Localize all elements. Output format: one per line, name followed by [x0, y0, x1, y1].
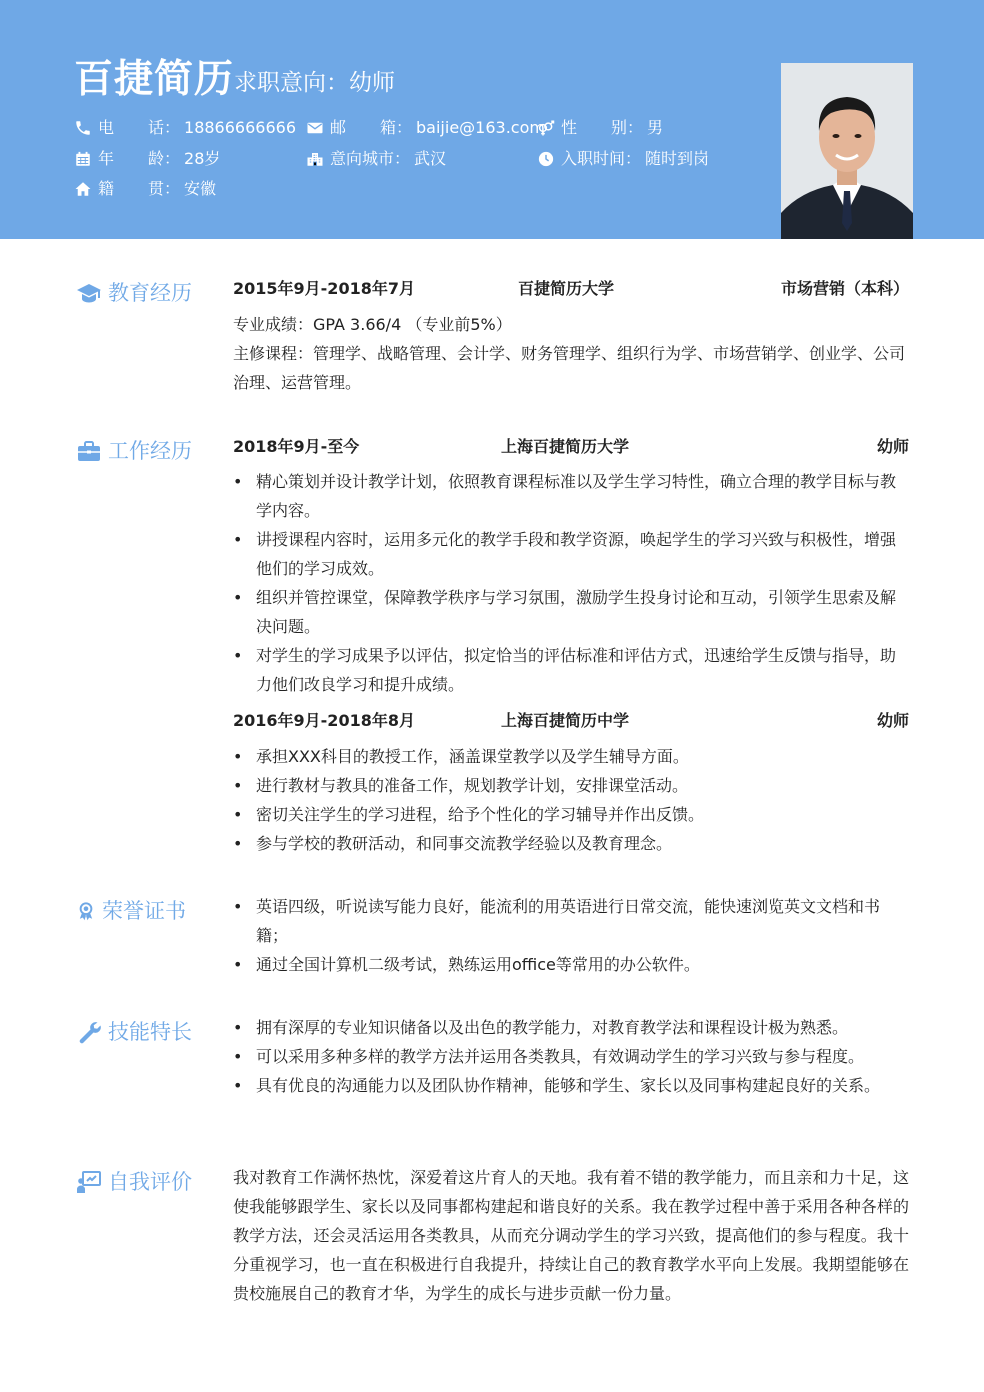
graduation-cap-icon [76, 280, 102, 306]
info-hometown-value: 安徽 [184, 179, 217, 198]
job-1-org: 上海百捷简历大学 [501, 437, 630, 456]
education-major: 市场营销（本科） [780, 279, 909, 298]
section-title-work-text: 工作经历 [108, 439, 192, 463]
info-gender-label: 性 别 [561, 118, 627, 137]
job-1-header-row [233, 432, 909, 462]
list-item: • 对学生的学习成果予以评估，拟定恰当的评估标准和评估方式，迅速给学生反馈与指导，助力他们改良学习和提升成绩。 [233, 641, 909, 699]
info-city-label: 意向城市 [330, 149, 395, 168]
section-title-self [76, 1168, 192, 1196]
job-2-bullets [233, 742, 909, 858]
info-age-value: 28岁 [184, 149, 221, 168]
list-item: • 参与学校的教研活动，和同事交流教学经验以及教育理念。 [233, 829, 909, 858]
candidate-name: 百捷简历 [74, 57, 235, 102]
job-2-role: 幼师 [876, 711, 909, 730]
wrench-icon [76, 1019, 102, 1045]
list-item: • 进行教材与教具的准备工作，规划教学计划，安排课堂活动。 [233, 771, 909, 800]
city-icon [306, 150, 324, 168]
list-item: • 拥有深厚的专业知识储备以及出色的教学能力，对教育教学法和课程设计极为熟悉。 [233, 1013, 909, 1042]
calendar-icon [74, 150, 92, 168]
briefcase-icon [76, 438, 102, 464]
mail-icon [306, 119, 324, 137]
presentation-icon [76, 1169, 102, 1195]
list-item: • 通过全国计算机二级考试，熟练运用office等常用的办公软件。 [233, 950, 909, 979]
job-1-role: 幼师 [876, 437, 909, 456]
education-header-row [233, 274, 909, 304]
self-content [233, 1163, 909, 1308]
job-intent-value: 幼师 [349, 70, 395, 96]
info-city: 意向城市 ： 武汉 [306, 148, 446, 170]
info-phone-value: 18866666666 [184, 118, 296, 137]
home-icon [74, 180, 92, 198]
section-title-skills-text: 技能特长 [108, 1020, 192, 1044]
info-gender-value: 男 [647, 118, 664, 137]
profile-photo [781, 63, 913, 239]
info-age: 年 龄 ： 28岁 [74, 148, 220, 170]
section-title-education-text: 教育经历 [108, 281, 192, 305]
resume-header [0, 0, 984, 239]
job-2-org: 上海百捷简历中学 [501, 711, 630, 730]
job-2-header-row [233, 706, 909, 736]
info-age-label: 年 龄 [98, 149, 164, 168]
section-title-honors-text: 荣誉证书 [102, 899, 186, 923]
skills-content [233, 1013, 909, 1100]
award-icon [76, 899, 96, 923]
education-gpa: 专业成绩：GPA 3.66/4 （专业前5%） [233, 315, 512, 334]
list-item: • 精心策划并设计教学计划，依照教育课程标准以及学生学习特性，确立合理的教学目标与教学内容。 [233, 467, 909, 525]
info-hometown: 籍 贯 ： 安徽 [74, 178, 216, 200]
section-title-work [76, 437, 192, 465]
list-item: • 密切关注学生的学习进程，给予个性化的学习辅导并作出反馈。 [233, 800, 909, 829]
info-hometown-label: 籍 贯 [98, 179, 164, 198]
list-item: • 英语四级，听说读写能力良好，能流利的用英语进行日常交流，能快速浏览英文文档和书籍； [233, 892, 909, 950]
clock-icon [537, 150, 555, 168]
section-title-education [76, 279, 192, 307]
list-item: • 组织并管控课堂，保障教学秩序与学习氛围，激励学生投身讨论和互动，引领学生思索及解决问题。 [233, 583, 909, 641]
section-title-honors [76, 897, 186, 925]
education-courses: 主修课程：管理学、战略管理、会计学、财务管理学、组织行为学、市场营销学、创业学、公司治理、运营管理。 [233, 344, 906, 392]
job-1-date: 2018年9月-至今 [233, 437, 360, 456]
job-intent [234, 68, 395, 98]
info-start-value: 随时到岗 [645, 149, 710, 168]
info-email: 邮 箱 ： baijie@163.com [306, 117, 545, 139]
section-title-self-text: 自我评价 [108, 1170, 192, 1194]
info-phone: 电 话 ： 18866666666 [74, 117, 296, 139]
list-item: • 具有优良的沟通能力以及团队协作精神，能够和学生、家长以及同事构建起良好的关系。 [233, 1071, 909, 1100]
info-email-label: 邮 箱 [330, 118, 396, 137]
list-item: • 可以采用多种多样的教学方法并运用各类教具，有效调动学生的学习兴致与参与程度。 [233, 1042, 909, 1071]
job-2-date: 2016年9月-2018年8月 [233, 711, 415, 730]
gender-icon [537, 119, 555, 137]
info-email-value: baijie@163.com [416, 118, 545, 137]
info-gender: 性 别 ： 男 [537, 117, 663, 139]
honors-content [233, 892, 909, 979]
info-start-label: 入职时间 [561, 149, 626, 168]
self-evaluation-text: 我对教育工作满怀热忱，深爱着这片育人的天地。我有着不错的教学能力，而且亲和力十足，这使我能够跟学生、家长以及同事都构建起和谐良好的关系。我在教学过程中善于采用各种各样的教学方法，还会灵活运用各类教具，从而充分调动学生的学习兴致，提高他们的参与程度。我十分重视学习，也一直在积极进行自我提升，持续让自己的教育教学水平向上发展。我期望能够在贵校施展自己的教育才华，为学生的成长与进步贡献一份力量。 [233, 1168, 909, 1303]
section-title-skills [76, 1018, 192, 1046]
work-content [233, 432, 909, 858]
job-intent-label: 求职意向： [234, 70, 349, 96]
list-item: • 承担XXX科目的教授工作，涵盖课堂教学以及学生辅导方面。 [233, 742, 909, 771]
education-date: 2015年9月-2018年7月 [233, 279, 415, 298]
info-start: 入职时间 ： 随时到岗 [537, 148, 709, 170]
info-phone-label: 电 话 [98, 118, 164, 137]
info-city-value: 武汉 [414, 149, 447, 168]
list-item: • 讲授课程内容时，运用多元化的教学手段和教学资源，唤起学生的学习兴致与积极性，增强他们的学习成效。 [233, 525, 909, 583]
job-1-bullets [233, 467, 909, 699]
education-details [233, 310, 909, 397]
education-content [233, 274, 909, 397]
education-school: 百捷简历大学 [518, 279, 615, 298]
phone-icon [74, 119, 92, 137]
